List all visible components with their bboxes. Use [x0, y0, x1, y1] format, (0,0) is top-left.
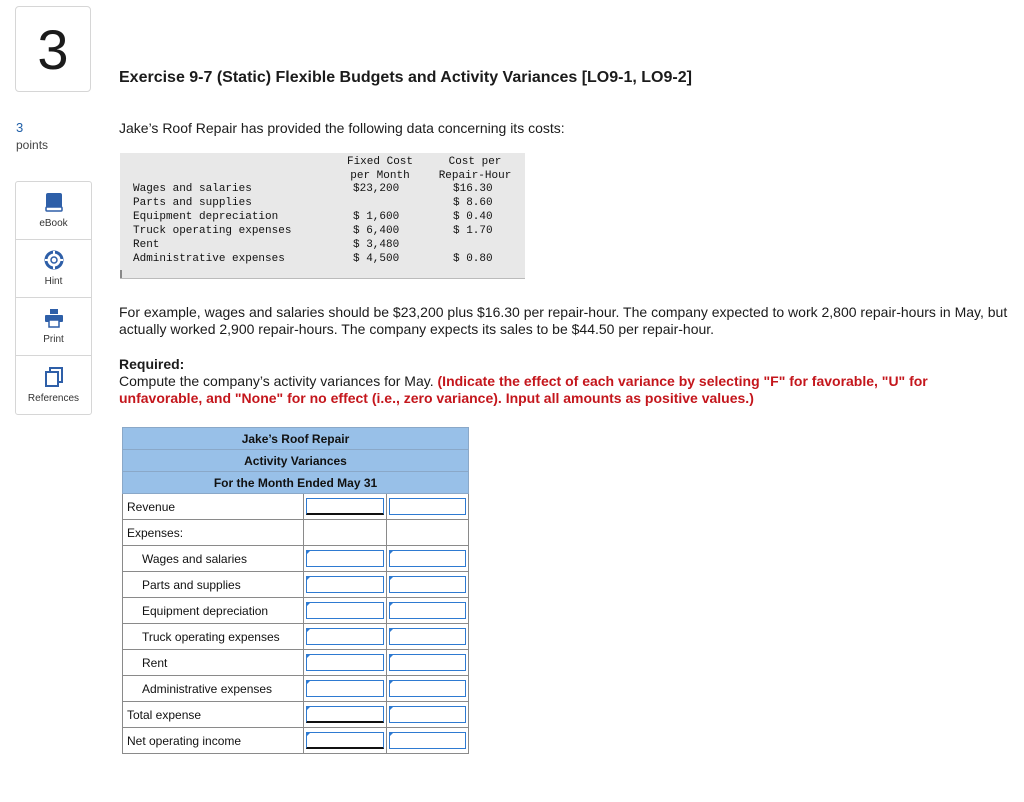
lifebuoy-icon [44, 250, 64, 270]
table-row-truck [123, 624, 469, 650]
table-row-parts [123, 572, 469, 598]
row-label: Net operating income [123, 728, 304, 754]
cost-row-label: Equipment depreciation [133, 211, 279, 223]
row-label: Equipment depreciation [123, 598, 304, 624]
hint-label: Hint [44, 276, 63, 287]
cost-row-fixed: $23,200 [353, 183, 400, 195]
cost-data-table [120, 153, 525, 279]
row-label: Rent [123, 650, 304, 676]
references-button[interactable] [16, 356, 91, 414]
cost-row-label: Administrative expenses [133, 253, 285, 265]
empty-cell [386, 520, 468, 546]
table-row-admin [123, 676, 469, 702]
table-row-net-income [123, 728, 469, 754]
cost-row-variable: $16.30 [453, 183, 493, 195]
points-label: points [16, 138, 49, 152]
cost-row-fixed: $ 6,400 [353, 225, 400, 237]
row-label: Administrative expenses [123, 676, 304, 702]
fixed-cost-header-line2: per Month [350, 170, 410, 182]
cost-row-fixed: $ 4,500 [353, 253, 400, 265]
cost-row-variable: $ 0.40 [453, 211, 493, 223]
admin-effect-select[interactable] [389, 680, 466, 697]
cost-row-label: Wages and salaries [133, 183, 252, 195]
row-label: Revenue [123, 494, 304, 520]
ebook-label: eBook [39, 218, 68, 229]
truck-effect-select[interactable] [389, 628, 466, 645]
table-row-depreciation [123, 598, 469, 624]
net-income-amount-input[interactable] [306, 732, 383, 749]
wages-amount-input[interactable] [306, 550, 383, 567]
row-label: Truck operating expenses [123, 624, 304, 650]
table-row-revenue [123, 494, 469, 520]
cost-row-label: Truck operating expenses [133, 225, 292, 237]
table-header-company: Jake’s Roof Repair [123, 428, 469, 450]
cost-row-variable: $ 1.70 [453, 225, 493, 237]
intro-text: Jake’s Roof Repair has provided the following data concerning its costs: [119, 120, 565, 136]
exercise-title: Exercise 9-7 (Static) Flexible Budgets and Activity Variances [LO9-1, LO9-2] [119, 69, 692, 86]
required-instruction: (Indicate the effect of each variance by selecting "F" for favorable, "U" for unfavorable, and "None" for no effect (i.e., zero variance). Input all amounts as positive values.) [119, 373, 928, 406]
cost-row [133, 182, 523, 196]
row-label: Expenses: [123, 520, 304, 546]
revenue-effect-select[interactable] [389, 498, 466, 515]
points-value: 3 [16, 120, 24, 135]
cost-row-label: Parts and supplies [133, 197, 252, 209]
empty-cell [304, 520, 386, 546]
table-edge-mark [120, 270, 122, 278]
table-row-expenses [123, 520, 469, 546]
printer-icon [44, 308, 64, 328]
total-expense-effect-select[interactable] [389, 706, 466, 723]
cost-row [133, 238, 523, 252]
variable-cost-header-line2: Repair-Hour [438, 170, 512, 182]
table-row-rent [123, 650, 469, 676]
question-number: 3 [15, 6, 91, 92]
rent-effect-select[interactable] [389, 654, 466, 671]
fixed-cost-header-line1: Fixed Cost [346, 156, 413, 168]
rent-amount-input[interactable] [306, 654, 383, 671]
cost-row-variable: $ 0.80 [453, 253, 493, 265]
variable-cost-header-line1: Cost per [448, 156, 502, 168]
depreciation-amount-input[interactable] [306, 602, 383, 619]
ebook-button[interactable] [16, 182, 91, 240]
documents-icon [45, 367, 63, 387]
row-label: Parts and supplies [123, 572, 304, 598]
row-label: Total expense [123, 702, 304, 728]
cost-row [133, 210, 523, 224]
print-label: Print [43, 334, 64, 345]
variable-cost-header [428, 155, 522, 183]
required-text [119, 373, 999, 407]
table-row-total-expense [123, 702, 469, 728]
cost-row [133, 252, 523, 266]
table-header-title: Activity Variances [123, 450, 469, 472]
revenue-amount-input[interactable] [306, 498, 383, 515]
parts-effect-select[interactable] [389, 576, 466, 593]
hint-button[interactable] [16, 240, 91, 298]
cost-row-fixed: $ 1,600 [353, 211, 400, 223]
cost-row [133, 196, 523, 210]
fixed-cost-header [334, 155, 426, 183]
activity-variance-table [122, 427, 469, 754]
references-label: References [27, 392, 80, 404]
parts-amount-input[interactable] [306, 576, 383, 593]
table-row-wages [123, 546, 469, 572]
depreciation-effect-select[interactable] [389, 602, 466, 619]
cost-row-fixed: $ 3,480 [353, 239, 400, 251]
required-prompt: Compute the company’s activity variances for May. [119, 373, 434, 389]
wages-effect-select[interactable] [389, 550, 466, 567]
print-button[interactable] [16, 298, 91, 356]
row-label: Wages and salaries [123, 546, 304, 572]
cost-row [133, 224, 523, 238]
total-expense-amount-input[interactable] [306, 706, 383, 723]
truck-amount-input[interactable] [306, 628, 383, 645]
net-income-effect-select[interactable] [389, 732, 466, 749]
book-icon [45, 192, 63, 212]
cost-row-label: Rent [133, 239, 160, 251]
example-paragraph: For example, wages and salaries should be $23,200 plus $16.30 per repair-hour. The company expected to work 2,800 repair-hours in May, but actually worked 2,900 repair-hours. The company expects its sales to be $44.50 per repair-hour. [119, 304, 1008, 337]
table-header-period: For the Month Ended May 31 [123, 472, 469, 494]
tools-panel [15, 181, 92, 415]
admin-amount-input[interactable] [306, 680, 383, 697]
required-heading: Required: [119, 356, 185, 372]
cost-row-variable: $ 8.60 [453, 197, 493, 209]
